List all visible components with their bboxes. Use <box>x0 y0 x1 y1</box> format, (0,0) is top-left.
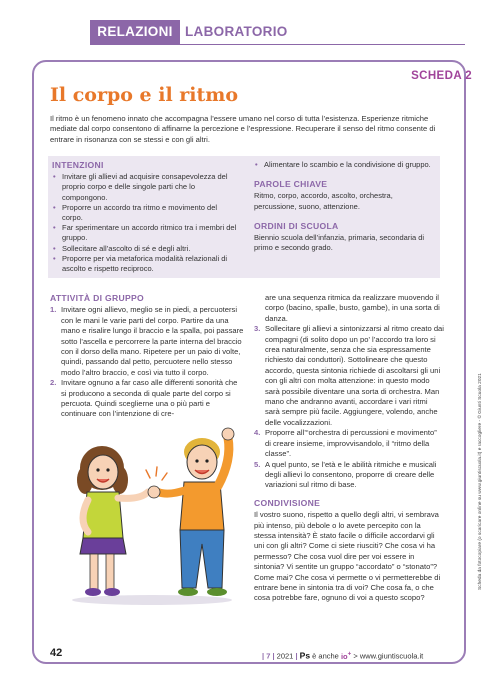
attivita-list-continued <box>254 324 444 491</box>
footer-separator: | <box>262 651 265 661</box>
footer-year: 2021 <box>276 651 294 661</box>
footer-link[interactable]: > www.giuntiscuola.it <box>353 651 424 661</box>
intenzioni-list <box>52 172 237 274</box>
list-item <box>50 305 244 378</box>
intenzioni-list-continued <box>254 160 436 170</box>
item-text: Invitare ogni allievo, meglio se in piedi, a percuotersi con le mani le varie parti del corpo. Partire da una mano e risalire lungo il braccio e la spalla, poi passare sotto l’ascella e percorrere la parte interna del braccio con il dorso della mano. Ripetere per un paio di volte, quindi, passando dal petto, percuotere nello stesso modo l’altro braccio, e così via tutto il corpo. <box>61 305 244 377</box>
info-right-column <box>254 160 436 253</box>
children-illustration <box>60 420 246 606</box>
item-number: 1. <box>50 305 57 315</box>
item-number: 2. <box>50 378 57 388</box>
parole-chiave-text: Ritmo, corpo, accordo, ascolto, orchestra, percussione, suono, attenzione. <box>254 191 393 211</box>
list-item: • Invitare gli allievi ad acquisire consapevolezza del proprio corpo e delle singole parti che lo compongono. <box>52 172 237 203</box>
ordini-text: Biennio scuola dell’infanzia, primaria, secondaria di primo e secondo grado. <box>254 233 425 253</box>
intro-text: Il ritmo è un fenomeno innato che accompagna l’essere umano nel corso di tutta l’esistenza. Esperienze ritmiche mediate dal corpo consentono di affinarne la percezione e l’espressione. Recuperare il senso del ritmo consente di entrare in risonanza con se stessi e con gli altri. <box>50 114 436 144</box>
scheda-label: SCHEDA 2 <box>411 70 472 82</box>
attivita-section <box>50 293 244 420</box>
list-item: • Alimentare lo scambio e la condivisione di gruppo. <box>254 160 436 170</box>
header-tab-relazioni: RELAZIONI <box>90 20 180 44</box>
ordini-heading: ORDINI DI SCUOLA <box>254 220 339 231</box>
girl-figure <box>77 446 148 596</box>
parole-chiave-heading: PAROLE CHIAVE <box>254 179 328 190</box>
intenzioni-heading: INTENZIONI <box>52 160 104 170</box>
clap-marks <box>146 467 167 480</box>
footer-anche: è anche <box>312 651 339 661</box>
page-title: Il corpo e il ritmo <box>50 84 239 106</box>
item-text: Invitare ognuno a far caso alle differenti sonorità che si producono a seconda di quale parte del corpo si percuota. Quindi sceglierne una o più parti e continuare con l’intenzione di cre- <box>61 378 238 419</box>
page-number: 42 <box>50 647 63 659</box>
ps-logo: Ps <box>299 650 311 661</box>
list-item <box>50 378 244 420</box>
boy-figure <box>148 428 234 596</box>
condivisione-text: Il vostro suono, rispetto a quello degli altri, vi sembrava più intenso, più debole o lo avete percepito con la stessa intensità? È stato facile o difficile accordarvi gli uni con gli altri? Come ci siete riusciti? Che cosa vi ha permesso? Che cosa vuol dire per voi essere in sintonia? Vi sentite un gruppo “accordato” o “stonato”? Come mai? Che cosa vi permette o vi permetterebbe di entrare bene in sintonia tra di voi? Che cosa fa, o che cosa potrebbe fare, ognuno di voi a questo scopo? <box>254 510 441 603</box>
intenzioni-section <box>52 160 237 274</box>
attivita-continuation-text: are una sequenza ritmica da realizzare muovendo il corpo (bacino, spalle, busto, gambe), in una sorta di danza. <box>265 293 440 323</box>
footer-issue: 7 <box>266 651 271 661</box>
attivita-list <box>50 305 244 419</box>
item-number: 3. <box>254 324 261 334</box>
list-item <box>254 460 444 491</box>
io-logo: io+ <box>340 650 352 661</box>
attivita-continued <box>254 293 444 604</box>
footer-separator: | <box>295 651 298 661</box>
list-item: • Proporre per via metaforica modalità relazionali di ascolto e rispetto reciproco. <box>52 254 237 274</box>
footer-separator: | <box>272 651 275 661</box>
condivisione-heading: CONDIVISIONE <box>254 497 321 508</box>
list-item: • Proporre un accordo tra ritmo e movimento del corpo. <box>52 203 237 223</box>
item-number: 4. <box>254 428 261 438</box>
list-item <box>254 428 444 459</box>
header-rule <box>90 44 465 45</box>
item-text: Proporre all’“orchestra di percussioni e movimento” di creare insieme, improvvisandolo, il “ritmo della classe”. <box>265 428 437 459</box>
side-copyright-note: Scheda da fotocopiare (o scaricare online su www.giuntiscuola.it) e raccogliere - © Giunti Scuola 2021 <box>478 373 483 590</box>
item-text: Sollecitare gli allievi a sintonizzarsi al ritmo creato dai compagni (di solito dopo un po’ l’accordo tra loro si crea naturalmente, senza che sia espressamente richiesto dai conduttori). Sottolineare che questo accordo, questa sintonia richiede di ascoltarsi gli uni con gli altri con molta attenzione: in questo modo sarà possibile diventare una sorta di orchestra. Man mano che andranno avanti, accordare i vari ritmi sarà sempre più facile. Aggiungere, volendo, anche delle vocalizzazioni. <box>265 324 444 427</box>
attivita-heading: ATTIVITÀ DI GRUPPO <box>50 293 145 303</box>
list-item: • Sollecitare all’ascolto di sé e degli altri. <box>52 244 237 254</box>
list-item: • Far sperimentare un accordo ritmico tra i membri del gruppo. <box>52 223 237 243</box>
footer-line <box>262 650 423 661</box>
list-item <box>254 324 444 428</box>
item-text: A quel punto, se l’età e le abilità ritmiche e musicali degli allievi lo consentono, proporre di creare delle variazioni sul ritmo di base. <box>265 459 437 490</box>
item-number: 5. <box>254 459 261 469</box>
header-tab-laboratorio: LABORATORIO <box>185 24 288 39</box>
